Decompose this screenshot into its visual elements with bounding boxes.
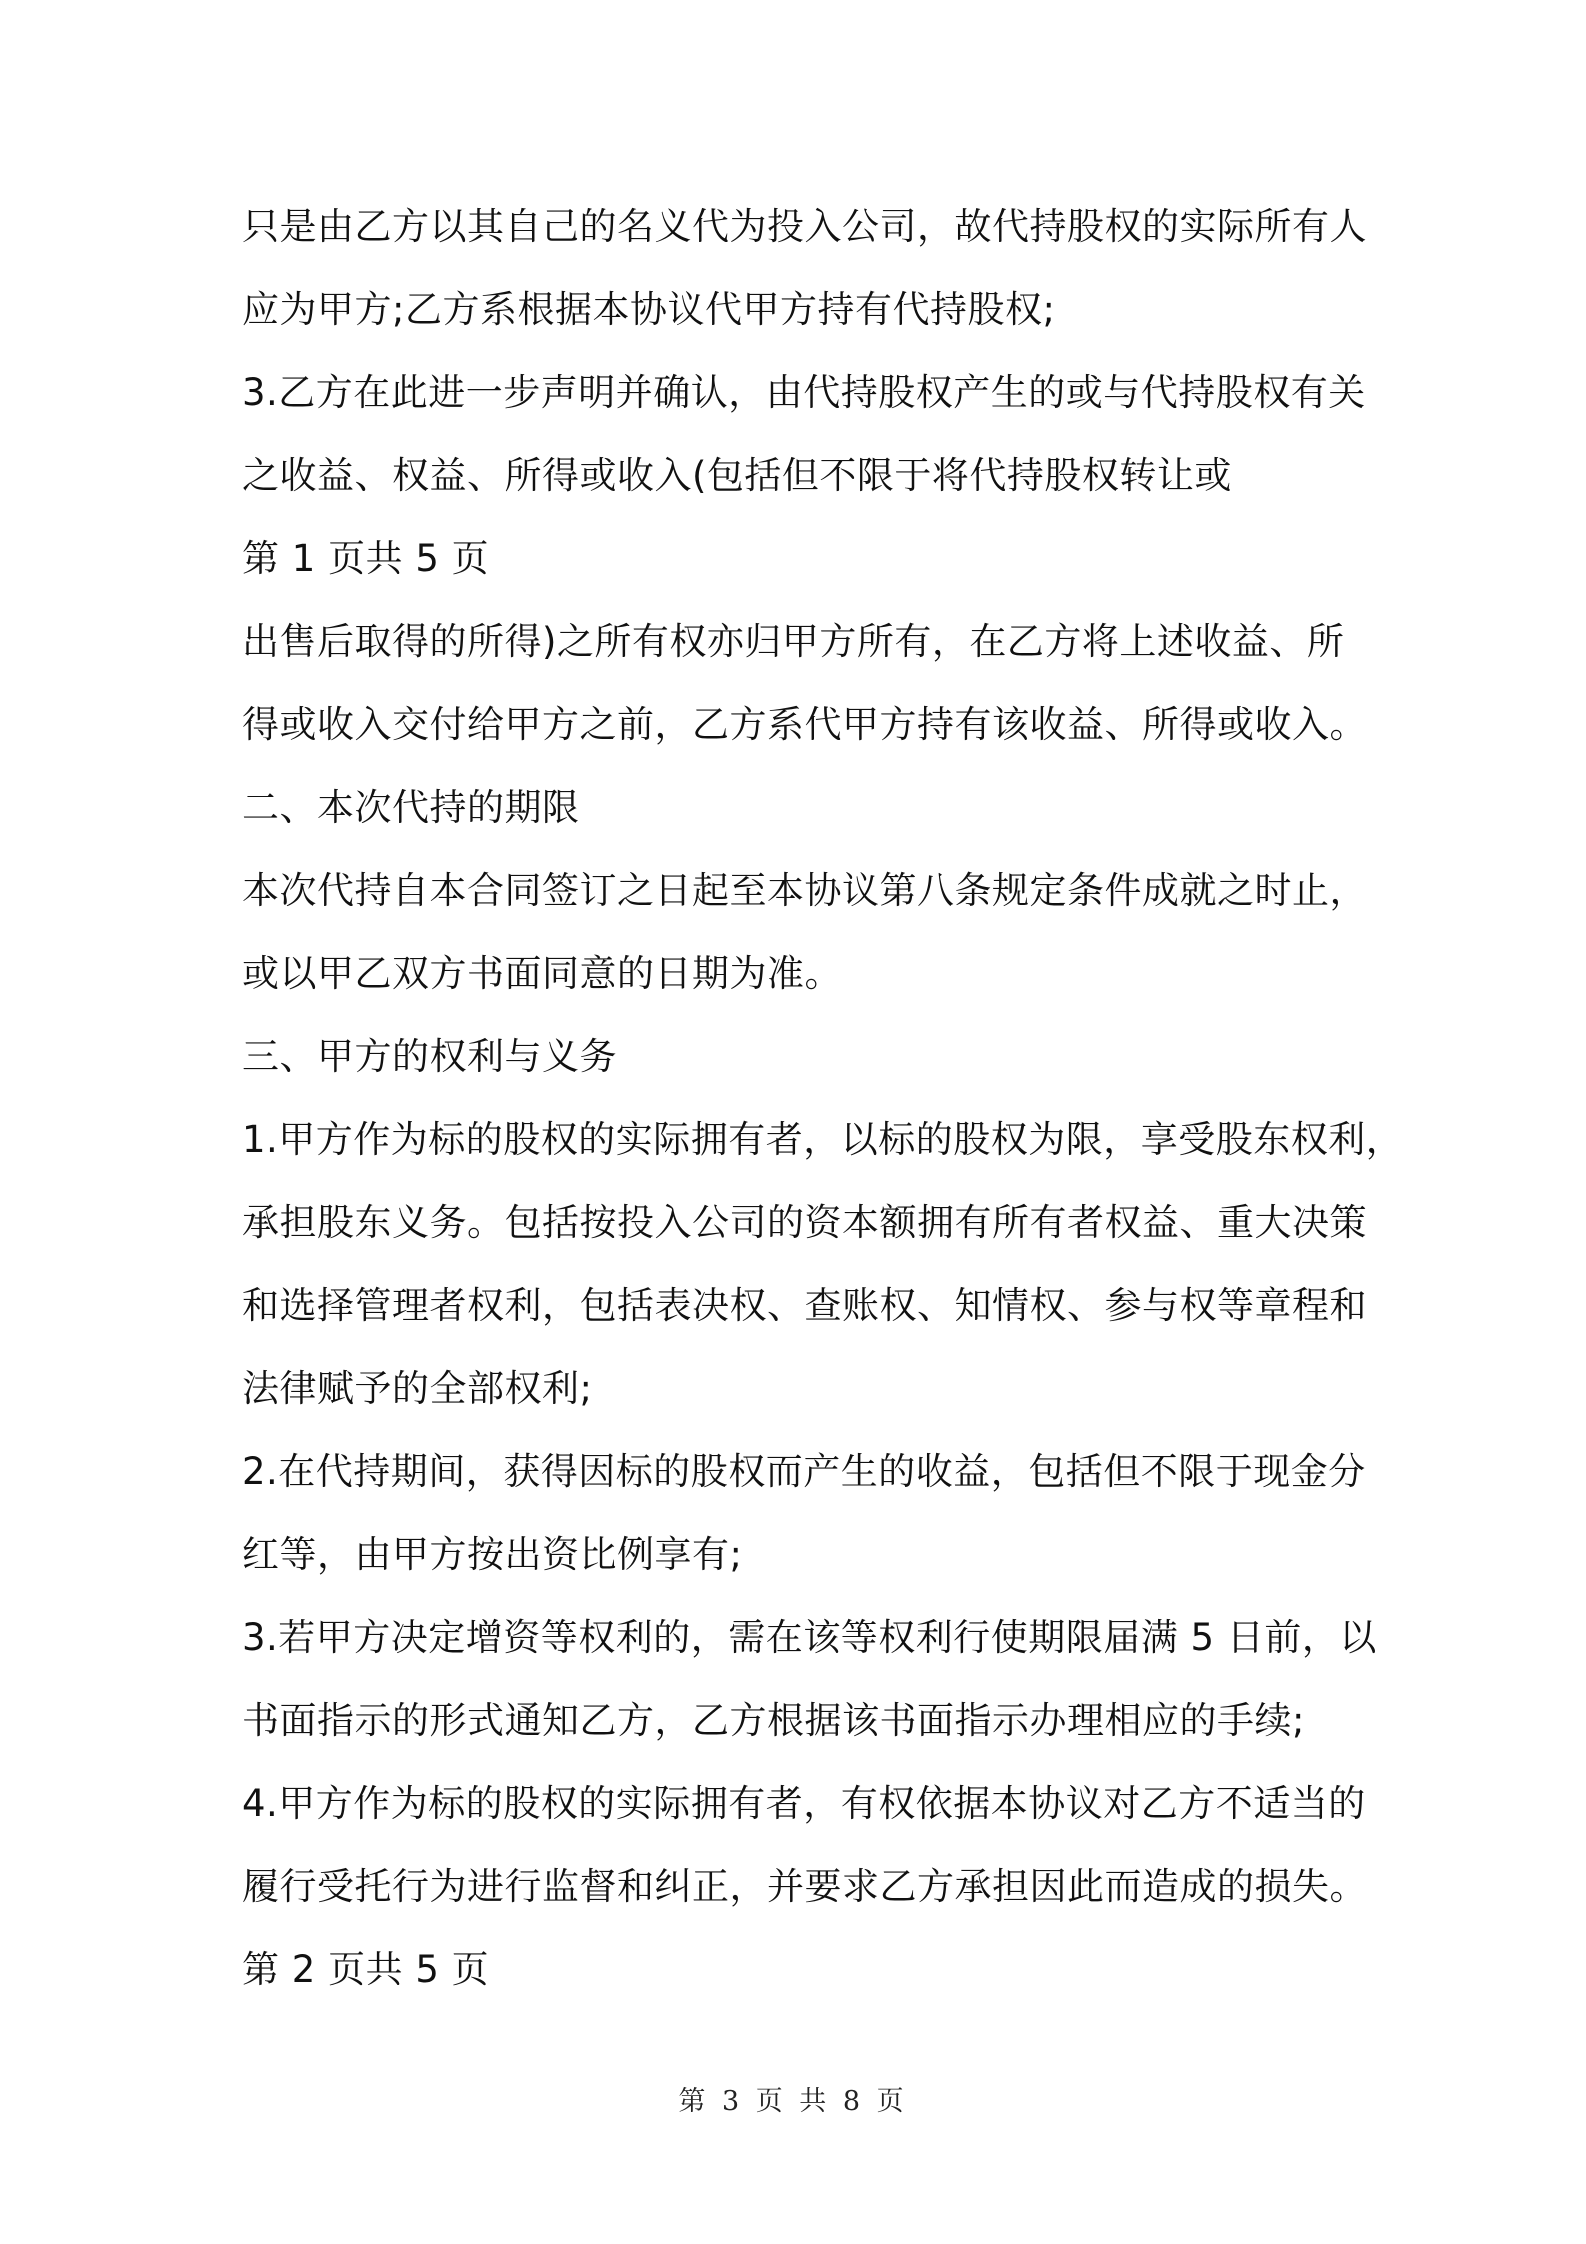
text-line: 2.在代持期间，获得因标的股权而产生的收益，包括但不限于现金分: [242, 1450, 1366, 1493]
text-line: 3.若甲方决定增资等权利的，需在该等权利行使期限届满 5 日前，以: [242, 1616, 1377, 1659]
text-line: 承担股东义务。包括按投入公司的资本额拥有所有者权益、重大决策: [242, 1201, 1367, 1244]
text-line: 出售后取得的所得)之所有权亦归甲方所有，在乙方将上述收益、所: [242, 620, 1345, 663]
text-line: 之收益、权益、所得或收入(包括但不限于将代持股权转让或: [242, 454, 1232, 497]
text-line: 应为甲方;乙方系根据本协议代甲方持有代持股权;: [242, 288, 1056, 331]
text-line: 红等，由甲方按出资比例享有;: [242, 1533, 743, 1576]
page-marker: 第 2 页共 5 页: [242, 1948, 490, 1991]
text-line: 和选择管理者权利，包括表决权、查账权、知情权、参与权等章程和: [242, 1284, 1367, 1327]
text-line: 得或收入交付给甲方之前，乙方系代甲方持有该收益、所得或收入。: [242, 703, 1367, 746]
text-line: 法律赋予的全部权利;: [242, 1367, 593, 1410]
section-heading: 二、本次代持的期限: [242, 786, 580, 829]
page-marker: 第 1 页共 5 页: [242, 537, 490, 580]
text-line: 书面指示的形式通知乙方，乙方根据该书面指示办理相应的手续;: [242, 1699, 1305, 1742]
text-line: 或以甲乙双方书面同意的日期为准。: [242, 952, 842, 995]
text-line: 履行受托行为进行监督和纠正，并要求乙方承担因此而造成的损失。: [242, 1865, 1367, 1908]
text-line: 4.甲方作为标的股权的实际拥有者，有权依据本协议对乙方不适当的: [242, 1782, 1366, 1825]
text-line: 本次代持自本合同签订之日起至本协议第八条规定条件成就之时止，: [242, 869, 1367, 912]
text-line: 1.甲方作为标的股权的实际拥有者，以标的股权为限，享受股东权利，: [242, 1118, 1404, 1161]
section-heading: 三、甲方的权利与义务: [242, 1035, 617, 1078]
text-line: 3.乙方在此进一步声明并确认，由代持股权产生的或与代持股权有关: [242, 371, 1366, 414]
page-footer: 第 3 页 共 8 页: [678, 2086, 908, 2117]
text-line: 只是由乙方以其自己的名义代为投入公司，故代持股权的实际所有人: [242, 205, 1367, 248]
